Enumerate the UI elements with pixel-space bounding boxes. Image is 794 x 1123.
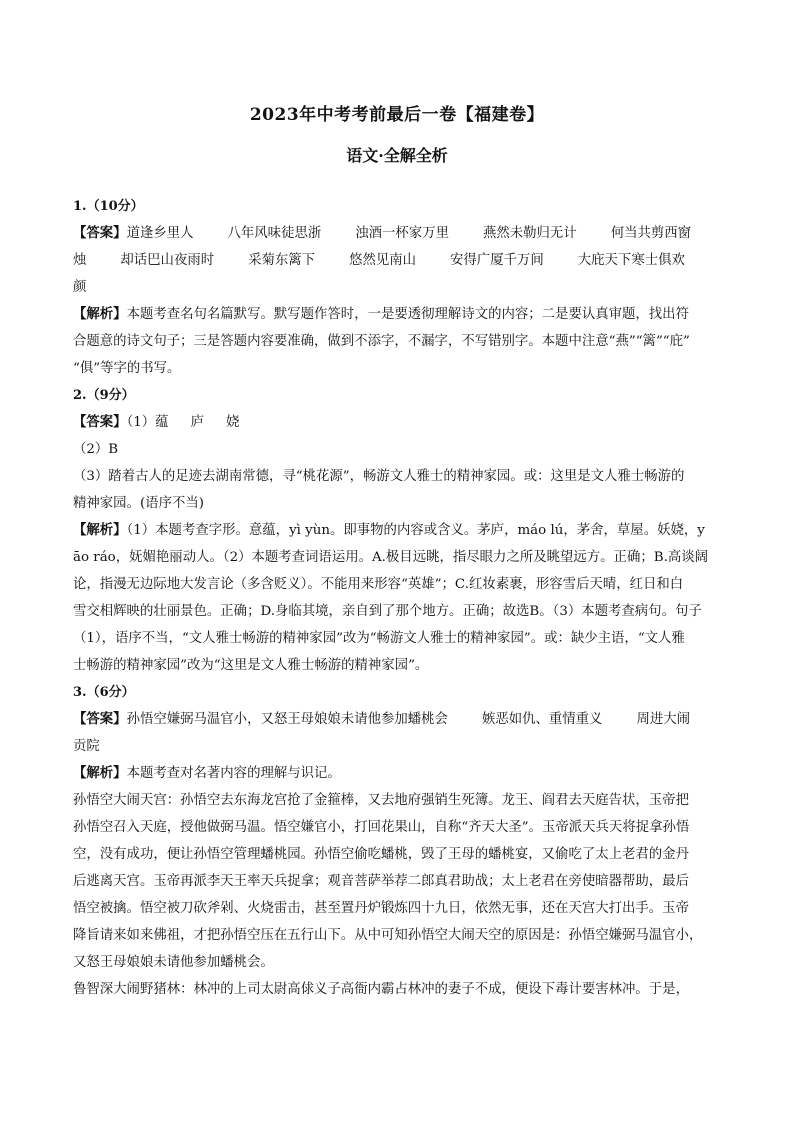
question-1-analysis-line: “俱”等字的书写。 (73, 361, 181, 376)
question-2-analysis-line: （1），语序不当，“文人雅士畅游的精神家园”改为“畅游文人雅士的精神家园”。或：缺少主语，“文人雅 (73, 631, 685, 646)
question-3-analysis-line: 悟空被擒。悟空被刀砍斧剁、火烧雷击，甚至置丹炉锻炼四十九日，依然无事，还在天宫大打出手。玉帝 (73, 901, 689, 916)
question-1-analysis-line: 【解析】本题考查名句名篇默写。默写题作答时，一是要透彻理解诗文的内容；二是要认真审题，找出符 (73, 306, 689, 322)
question-2-analysis-line: āo ráo，妩媚艳丽动人。（2）本题考查词语运用。A.极目远眺，指尽眼力之所及眺望远方。正确；B.高谈阔 (73, 550, 708, 565)
question-3-heading: 3.（6分） (73, 685, 135, 700)
question-2-analysis-line: 士畅游的精神家园”改为“这里是文人雅士畅游的精神家园”。 (73, 658, 429, 673)
question-3-answer-line: 【答案】孙悟空嫌弼马温官小，又怒王母娘娘未请他参加蟠桃会 嫉恶如仇、重情重义 周进大闹 (73, 711, 691, 727)
question-1-analysis-line: 合题意的诗文句子；三是答题内容要准确，做到不添字，不漏字，不写错别字。本题中注意“燕”“篱”“庇” (73, 334, 690, 349)
question-2-answer-line: （3）踏着古人的足迹去湖南常德，寻“桃花源”，畅游文人雅士的精神家园。或：这里是文人雅士畅游的 (73, 469, 685, 484)
page-subtitle: 语文·全解全析 (346, 146, 448, 165)
question-2-analysis-line: 【解析】（1）本题考查字形。意蕴，yì yùn。即事物的内容或含义。茅庐，máo lú，茅舍，草屋。妖娆，y (73, 522, 705, 538)
question-3-answer-line: 贡院 (73, 739, 100, 754)
document-body (73, 193, 733, 1003)
question-2-analysis-line: 论，指漫无边际地大发言论（多含贬义）。不能用来形容“英雄”；C.红妆素裹，形容雪后天晴，红日和白 (73, 577, 684, 592)
question-3-analysis-line: 鲁智深大闹野猪林：林冲的上司太尉高俅义子高衙内霸占林冲的妻子不成，便设下毒计要害林冲。于是， (73, 982, 689, 997)
question-2-analysis-line: 雪交相辉映的壮丽景色。正确；D.身临其境，亲自到了那个地方。正确；故选B。（3）本题考查病句。句子 (73, 604, 702, 619)
question-1-answer-line: 【答案】道逢乡里人 八年风味徒思浙 浊酒一杯家万里 燕然未勒归无计 何当共剪西窗 (73, 225, 692, 241)
question-3-analysis-line: 孙悟空大闹天宫：孙悟空去东海龙宫抢了金箍棒，又去地府强销生死簿。龙王、阎君去天庭告状，玉帝把 (73, 793, 689, 808)
question-3-analysis-line: 后逃离天宫。玉帝再派李天王率天兵捉拿；观音菩萨举荐二郎真君助战；太上老君在旁使暗器帮助，最后 (73, 874, 689, 889)
question-3-analysis-line: 【解析】本题考查对名著内容的理解与识记。 (73, 765, 341, 781)
question-1-heading: 1.（10分） (73, 199, 144, 214)
question-3-analysis-line: 降旨请来如来佛祖，才把孙悟空压在五行山下。从中可知孙悟空大闹天空的原因是：孙悟空嫌弼马温官小， (73, 928, 703, 943)
question-3-analysis-line: 孙悟空召入天庭，授他做弼马温。悟空嫌官小，打回花果山，自称“齐天大圣”。玉帝派天兵天将捉拿孙悟 (73, 820, 690, 835)
question-2-answer-line: 【答案】（1）蕴 庐 娆 (73, 414, 240, 430)
question-2-answer-line: 精神家园。(语序不当) (73, 496, 204, 511)
question-2-heading: 2.（9分） (73, 388, 135, 403)
question-1-answer-line: 颜 (73, 280, 87, 295)
question-2-answer-line: （2）B (73, 442, 119, 457)
question-3-analysis-line: 又怒王母娘娘未请他参加蟠桃会。 (73, 955, 274, 970)
question-3-analysis-line: 空，没有成功，便让孙悟空管理蟠桃园。孙悟空偷吃蟠桃，毁了王母的蟠桃宴，又偷吃了太上老君的金丹 (73, 847, 689, 862)
question-1-answer-line: 烛 却话巴山夜雨时 采菊东篱下 悠然见南山 安得广厦千万间 大庇天下寒士俱欢 (73, 253, 685, 268)
page-title: 2023年中考考前最后一卷【福建卷】 (249, 105, 545, 125)
